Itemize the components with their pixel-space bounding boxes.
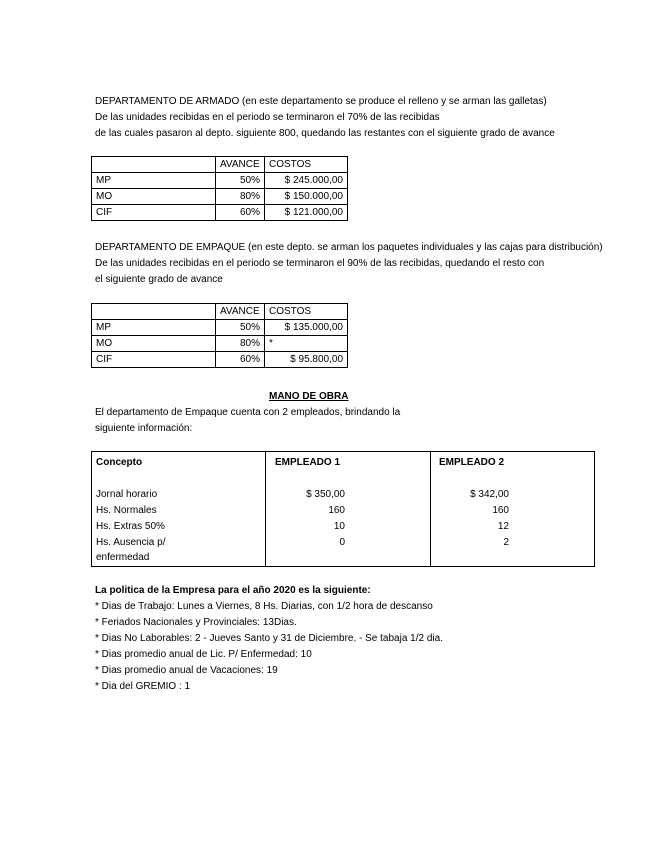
empaque-text-line: De las unidades recibidas en el periodo se terminaron el 90% de las recibidas, quedando el resto con xyxy=(95,258,545,269)
empleado-1-value: 10 xyxy=(333,521,345,532)
header-cell: COSTOS xyxy=(265,157,348,173)
header-cell: COSTOS xyxy=(265,304,348,320)
empleado-1-value: 160 xyxy=(328,505,345,516)
politica-item: * Feriados Nacionales y Provinciales: 13Dias. xyxy=(95,617,297,628)
concept-cell-continuation: enfermedad xyxy=(96,552,150,563)
empleados-table xyxy=(91,451,595,567)
empaque-title: DEPARTAMENTO DE EMPAQUE (en este depto. se arman los paquetes individuales y las cajas para distribución) xyxy=(95,242,603,253)
concept-cell: CIF xyxy=(92,205,216,221)
avance-cell: 50% xyxy=(216,173,265,189)
concept-cell: Hs. Ausencia p/ xyxy=(96,537,166,548)
avance-cell: 80% xyxy=(216,336,265,352)
table-header-row xyxy=(92,304,348,320)
politica-item: * Dias promedio anual de Lic. P/ Enfermedad: 10 xyxy=(95,649,312,660)
costo-cell: $ 150.000,00 xyxy=(265,189,348,205)
armado-table xyxy=(91,156,348,221)
empleado-2-value: 12 xyxy=(497,521,509,532)
header-cell: AVANCE xyxy=(216,157,265,173)
costo-cell: $ 245.000,00 xyxy=(265,173,348,189)
header-concepto: Concepto xyxy=(96,457,143,468)
empleado-1-value: $ 350,00 xyxy=(306,489,345,500)
header-cell xyxy=(92,304,216,320)
concept-cell: Jornal horario xyxy=(96,489,158,500)
costo-cell: $ 95.800,00 xyxy=(265,352,348,368)
concept-cell: MP xyxy=(92,173,216,189)
empleado-2-value: 160 xyxy=(492,505,509,516)
avance-cell: 60% xyxy=(216,352,265,368)
empleado-1-value: 0 xyxy=(339,537,345,548)
empaque-table xyxy=(91,303,348,368)
armado-text-line: de las cuales pasaron al depto. siguiente 800, quedando las restantes con el siguiente grado de avance xyxy=(95,128,555,139)
concept-cell: CIF xyxy=(92,352,216,368)
politica-item: * Dias No Laborables: 2 - Jueves Santo y 31 de Diciembre. - Se tabaja 1/2 dia. xyxy=(95,633,443,644)
avance-cell: 60% xyxy=(216,205,265,221)
avance-cell: 50% xyxy=(216,320,265,336)
table-header-row xyxy=(92,157,348,173)
empleado-2-value: 2 xyxy=(503,537,509,548)
politica-item: * Dias de Trabajo: Lunes a Viernes, 8 Hs. Diarias, con 1/2 hora de descanso xyxy=(95,601,433,612)
mano-de-obra-title: MANO DE OBRA xyxy=(269,391,349,402)
avance-cell: 80% xyxy=(216,189,265,205)
costo-cell: * xyxy=(265,336,348,352)
table-row xyxy=(92,320,348,336)
table-row xyxy=(92,336,348,352)
column-divider xyxy=(265,452,266,566)
mano-de-obra-intro: siguiente información: xyxy=(95,423,193,434)
header-empleado-2: EMPLEADO 2 xyxy=(439,457,505,468)
header-empleado-1: EMPLEADO 1 xyxy=(275,457,341,468)
header-cell xyxy=(92,157,216,173)
politica-item: * Dias promedio anual de Vacaciones: 19 xyxy=(95,665,278,676)
concept-cell: Hs. Normales xyxy=(96,505,157,516)
costo-cell: $ 135.000,00 xyxy=(265,320,348,336)
table-row xyxy=(92,352,348,368)
politica-item: * Dia del GREMIO : 1 xyxy=(95,681,191,692)
table-row xyxy=(92,205,348,221)
column-divider xyxy=(430,452,431,566)
mano-de-obra-intro: El departamento de Empaque cuenta con 2 empleados, brindando la xyxy=(95,407,401,418)
concept-cell: MP xyxy=(92,320,216,336)
concept-cell: MO xyxy=(92,189,216,205)
table-row xyxy=(92,173,348,189)
empaque-text-line: el siguiente grado de avance xyxy=(95,274,223,285)
table-row xyxy=(92,189,348,205)
header-cell: AVANCE xyxy=(216,304,265,320)
politica-title: La politica de la Empresa para el año 2020 es la siguiente: xyxy=(95,585,371,596)
armado-text-line: De las unidades recibidas en el periodo se terminaron el 70% de las recibidas xyxy=(95,112,440,123)
armado-title: DEPARTAMENTO DE ARMADO (en este departamento se produce el relleno y se arman las galletas) xyxy=(95,96,547,107)
costo-cell: $ 121.000,00 xyxy=(265,205,348,221)
empleado-2-value: $ 342,00 xyxy=(470,489,509,500)
concept-cell: MO xyxy=(92,336,216,352)
concept-cell: Hs. Extras 50% xyxy=(96,521,165,532)
